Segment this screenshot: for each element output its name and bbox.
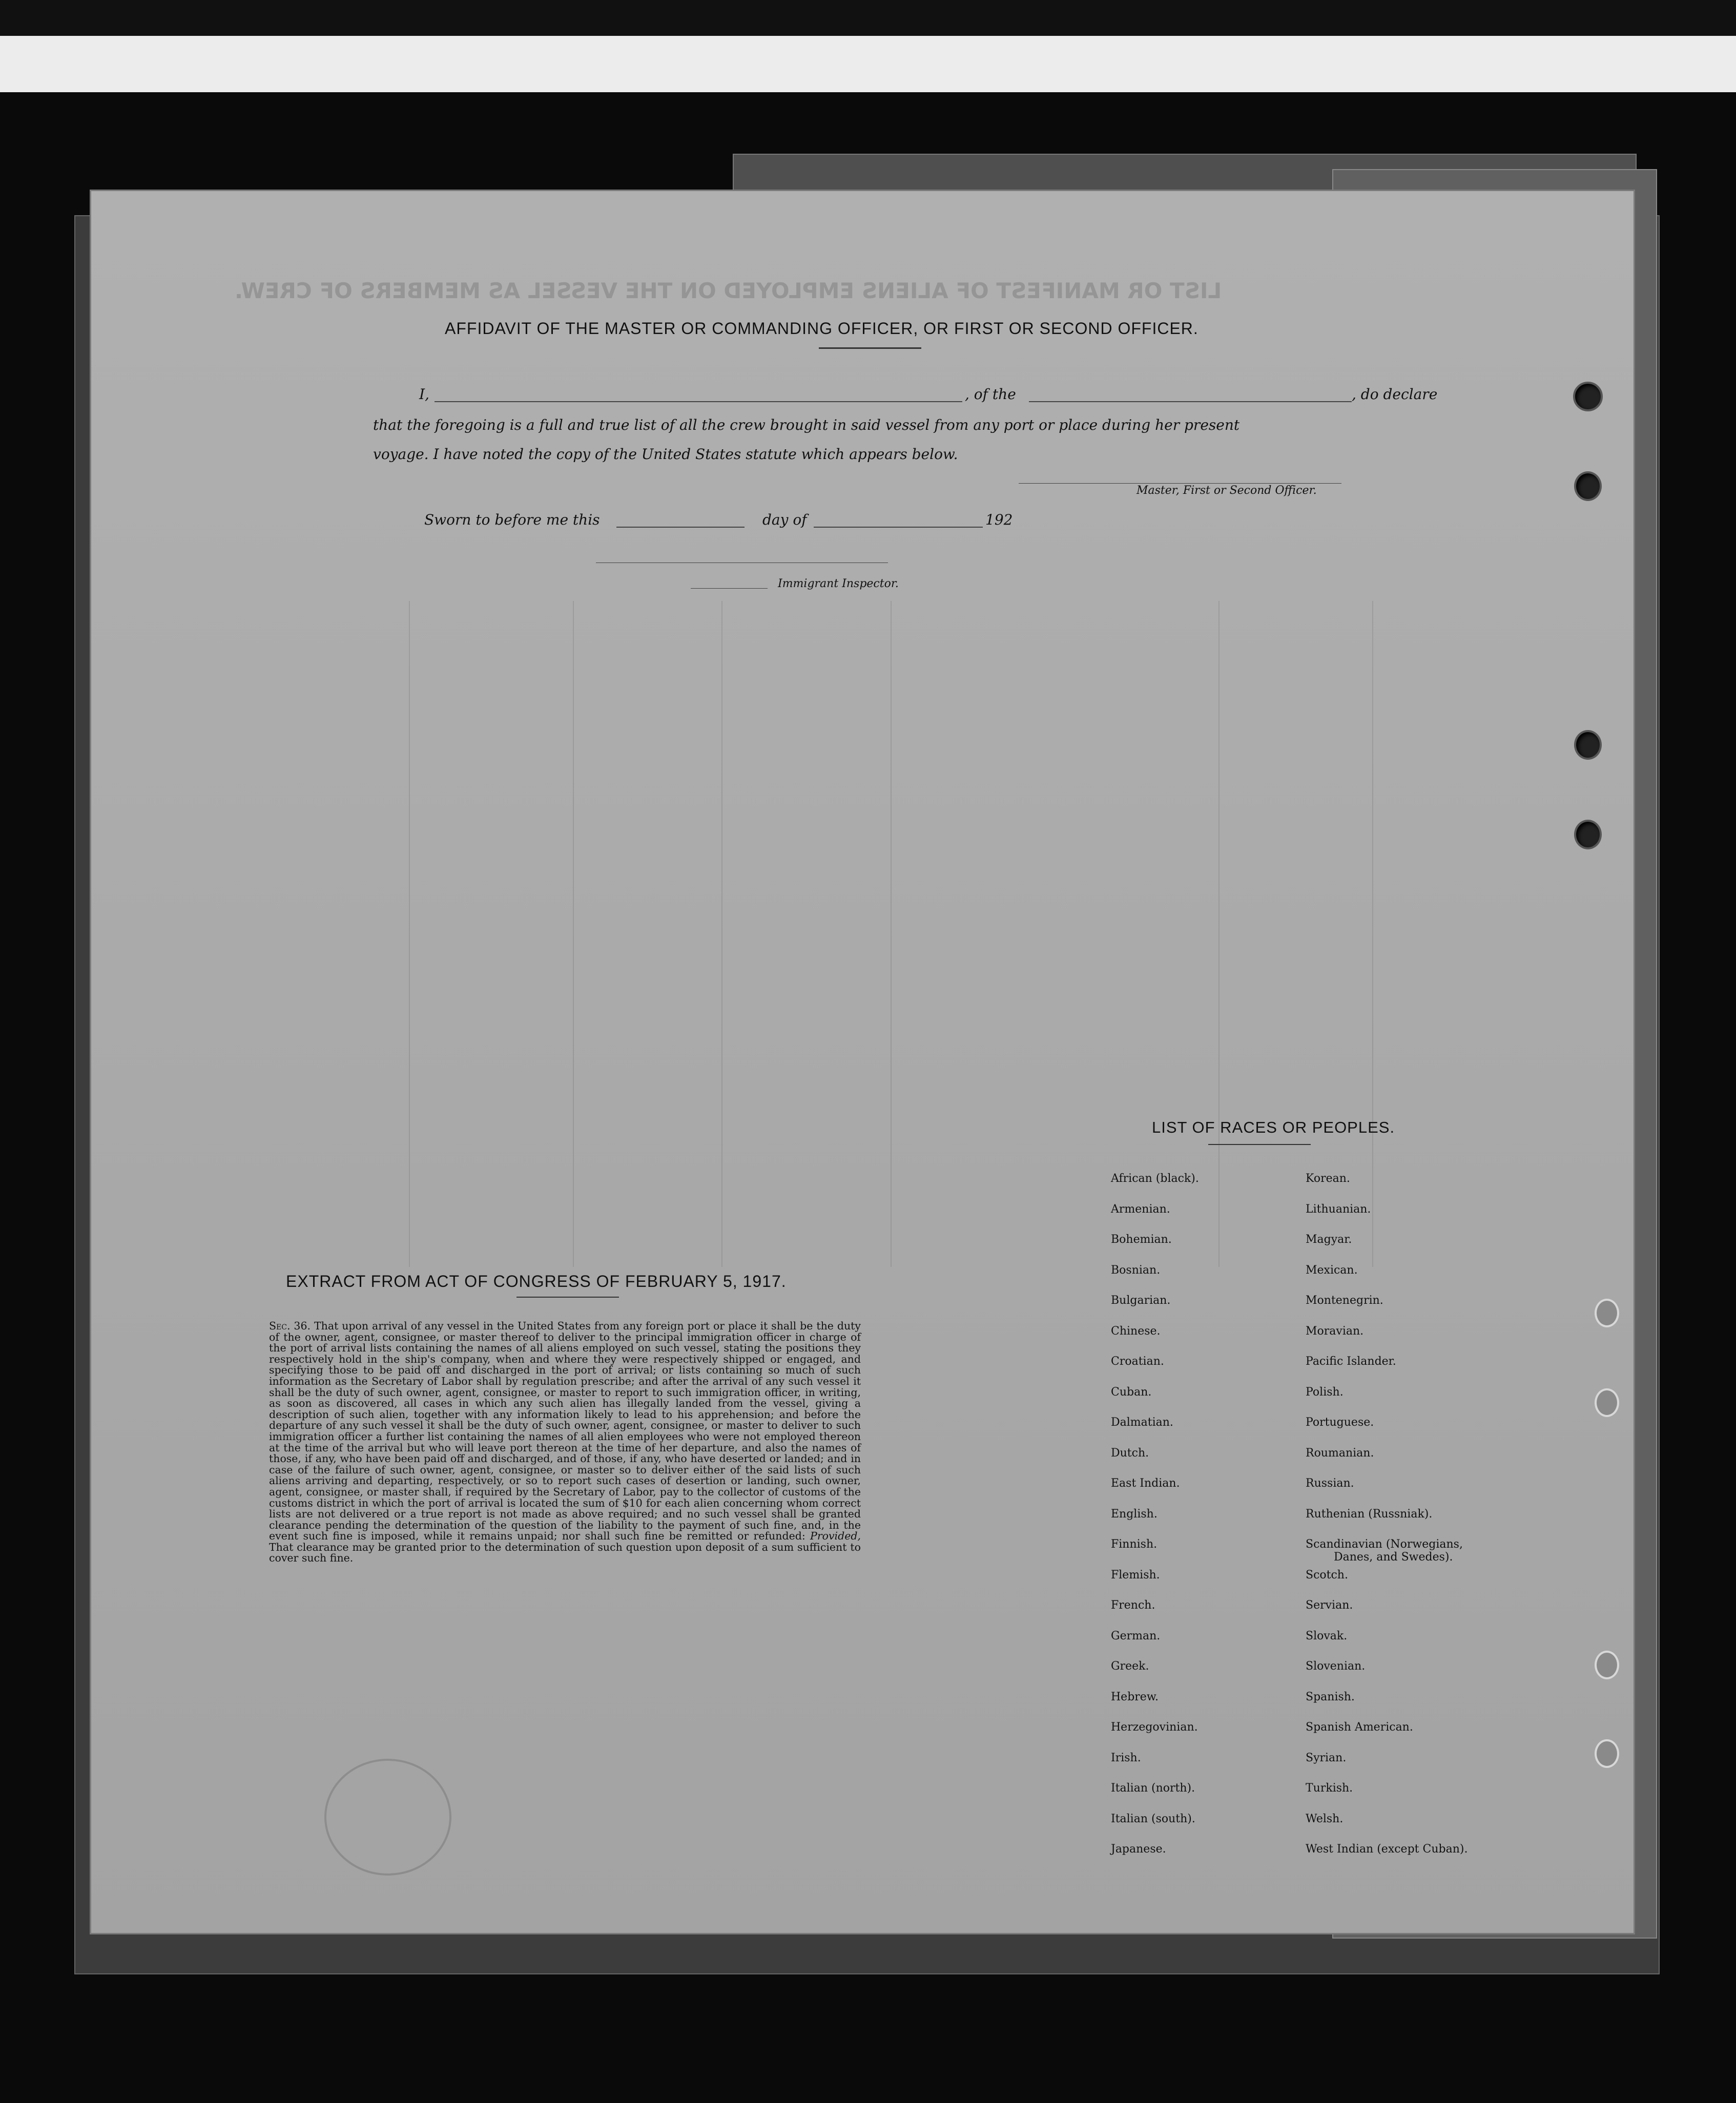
race-item: Spanish.	[1306, 1690, 1355, 1703]
scan-top-border	[0, 0, 1736, 36]
heading-rule	[819, 347, 921, 349]
binder-hole	[1574, 471, 1602, 501]
affidavit-line-2: that the foregoing is a full and true list of all the crew brought in said vessel from any port or place during her present	[373, 417, 1240, 433]
binder-hole	[1595, 1388, 1619, 1417]
inspector-label: Immigrant Inspector.	[778, 577, 899, 590]
race-item: Pacific Islander.	[1306, 1355, 1396, 1368]
race-item: Slovenian.	[1306, 1660, 1366, 1673]
section-text: That upon arrival of any vessel in the United States from any foreign port or place it shall be the duty of the owner, agent, consignee, or master thereof to deliver to the principal immigration officer in charge of the port of arrival lists containing the names of all aliens employed on such vessel, stating the positions they respectively hold in the ship's company, when and where they were respectively shipped or engaged, and specifying those to be paid off and discharged in the port of arrival; or lists containing so much of such information as the Secretary of Labor shall by regulation prescribe; and after the arrival of any such vessel it shall be the duty of such owner, agent, consignee, or master to report to such immigration officer, in writing, as soon as discovered, all cases in which any such alien has illegally landed from the vessel, giving a description of such alien, together with any information likely to lead to his apprehension; and before the departure of any such vessel it shall be the duty of such owner, agent, consignee, or master to deliver to such immigration officer a further list containing the names of all alien employees who were not employed thereon at the time of the arrival but who will leave port thereon at the time of her departure, and also the names of those, if any, who have been paid off and discharged, and of those, if any, who have deserted or landed; and in case of the failure of such owner, agent, consignee, or master so to deliver either of the said lists of such aliens arriving and departing, respectively, or so to report such cases of desertion or landing, such owner, agent, consignee, or master shall, if required by the Secretary of Labor, pay to the collector of customs of the customs district in which the port of arrival is located the sum of $10 for each alien concerning whom correct lists are not delivered or a true report is not made as above required; and no such vessel shall be granted clearance pending the determination of the question of the liability to the payment of such fine, and, in the event such fine is imposed, while it remains unpaid; nor shall such fine be remitted or refunded:	[269, 1320, 861, 1543]
race-item: Bosnian.	[1111, 1264, 1161, 1277]
races-heading-rule	[1208, 1144, 1311, 1145]
race-item: Welsh.	[1306, 1812, 1344, 1825]
signer-label: Master, First or Second Officer.	[1136, 484, 1317, 497]
sworn-day-blank	[616, 527, 745, 528]
affidavit-of-the: , of the	[965, 386, 1016, 403]
sworn-prefix: Sworn to before me this	[424, 511, 600, 528]
binder-hole	[1573, 382, 1603, 411]
extract-body	[269, 1321, 861, 1564]
bleed-through-title: LIST OR MANIFEST OF ALIENS EMPLOYED ON THE VESSEL AS MEMBERS OF CREW.	[235, 278, 1222, 303]
race-item: Spanish American.	[1306, 1721, 1413, 1734]
race-item: Roumanian.	[1306, 1446, 1374, 1460]
race-item: Cuban.	[1111, 1386, 1152, 1399]
sworn-year: 192	[985, 511, 1013, 528]
section-number: Sec. 36.	[269, 1320, 311, 1332]
race-item: Ruthenian (Russniak).	[1306, 1507, 1433, 1521]
race-item: Italian (north).	[1111, 1782, 1195, 1795]
extract-heading: EXTRACT FROM ACT OF CONGRESS OF FEBRUARY 5, 1917.	[286, 1272, 787, 1290]
race-item: Dalmatian.	[1111, 1416, 1173, 1429]
manifest-page	[90, 190, 1635, 1934]
binder-hole	[1595, 1739, 1619, 1768]
race-item: Bohemian.	[1111, 1233, 1172, 1246]
race-item: Servian.	[1306, 1599, 1353, 1612]
section-text-end: That clearance may be granted prior to the determination of such question upon deposit of a sum sufficient to cover such fine.	[269, 1540, 861, 1565]
race-item: French.	[1111, 1599, 1155, 1612]
race-item: English.	[1111, 1508, 1158, 1521]
race-item: Lithuanian.	[1306, 1202, 1371, 1216]
provided-word: Provided,	[810, 1530, 861, 1543]
race-item: Japanese.	[1111, 1843, 1166, 1856]
race-item: Turkish.	[1306, 1782, 1353, 1795]
affidavit-line-3: voyage. I have noted the copy of the United States statute which appears below.	[373, 446, 958, 463]
inspector-signature-blank-short	[691, 588, 768, 589]
race-item: Mexican.	[1306, 1263, 1358, 1277]
race-item: Herzegovinian.	[1111, 1721, 1198, 1734]
bleed-through-rule	[409, 601, 410, 1267]
race-item: Danes, and Swedes).	[1334, 1550, 1453, 1564]
affidavit-i: I,	[419, 386, 429, 403]
races-heading: LIST OF RACES OR PEOPLES.	[1152, 1118, 1395, 1136]
faint-stamp	[324, 1759, 451, 1876]
bleed-through-rule	[891, 601, 892, 1267]
bleed-through-rule	[573, 601, 574, 1267]
race-item: Hebrew.	[1111, 1691, 1159, 1703]
race-item: Russian.	[1306, 1477, 1354, 1490]
race-item: Bulgarian.	[1111, 1294, 1171, 1307]
race-item: West Indian (except Cuban).	[1306, 1843, 1468, 1856]
scan-white-strip	[0, 36, 1736, 92]
affidavit-do-declare: , do declare	[1352, 386, 1438, 403]
race-item: Greek.	[1111, 1660, 1149, 1673]
race-item: Syrian.	[1306, 1751, 1347, 1764]
extract-heading-rule	[516, 1297, 619, 1298]
race-item: Irish.	[1111, 1752, 1141, 1764]
affidavit-heading: AFFIDAVIT OF THE MASTER OR COMMANDING OFFICER, OR FIRST OR SECOND OFFICER.	[445, 319, 1198, 338]
race-item: German.	[1111, 1630, 1161, 1642]
binder-hole	[1595, 1651, 1619, 1679]
binder-hole	[1595, 1299, 1619, 1327]
race-item: Flemish.	[1111, 1569, 1160, 1581]
race-item: Armenian.	[1111, 1203, 1170, 1216]
race-item: Scotch.	[1306, 1568, 1348, 1581]
race-item: Montenegrin.	[1306, 1294, 1383, 1307]
race-item: Slovak.	[1306, 1629, 1348, 1642]
race-item: African (black).	[1111, 1172, 1199, 1185]
sworn-day-of: day of	[762, 511, 807, 528]
binder-hole	[1574, 730, 1602, 760]
race-item: Polish.	[1306, 1385, 1344, 1399]
race-item: Croatian.	[1111, 1355, 1164, 1368]
race-item: Italian (south).	[1111, 1813, 1195, 1825]
race-item: Magyar.	[1306, 1233, 1352, 1246]
binder-hole	[1574, 820, 1602, 849]
bleed-through-rule	[1372, 601, 1373, 1267]
sworn-month-blank	[814, 527, 983, 528]
race-item: Dutch.	[1111, 1447, 1149, 1460]
vessel-name-blank	[1029, 401, 1352, 402]
master-name-blank	[435, 401, 962, 402]
race-item: Scandinavian (Norwegians,	[1306, 1538, 1463, 1551]
race-item: East Indian.	[1111, 1477, 1180, 1490]
bleed-through-rule	[721, 601, 722, 1267]
race-item: Korean.	[1306, 1172, 1350, 1185]
race-item: Chinese.	[1111, 1325, 1161, 1338]
race-item: Moravian.	[1306, 1324, 1364, 1338]
signature-blank	[1019, 483, 1341, 484]
race-item: Finnish.	[1111, 1538, 1158, 1551]
bleed-through-rule	[1218, 601, 1220, 1267]
race-item: Portuguese.	[1306, 1416, 1374, 1429]
